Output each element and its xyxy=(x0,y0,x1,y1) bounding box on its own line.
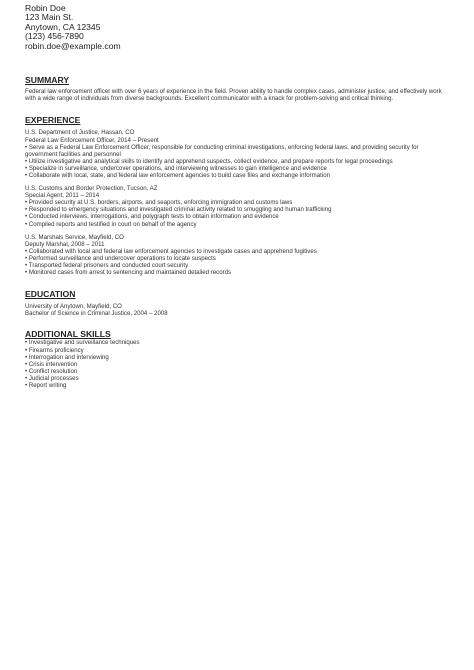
summary-text: Federal law enforcement officer with over 6 years of experience in the field. Proven ability to handle complex cases, administer justice, and effectively work with a wide range of individuals from diverse backgrounds. Excellent communicator with a knack for problem-solving and critical thinking. xyxy=(25,88,442,103)
job-bullet: • Specialize in surveillance, undercover operations, and interviewing witnesses to gain intelligence and evidence xyxy=(25,165,442,172)
job-entry xyxy=(25,234,442,277)
skill-item: • Firearms proficiency xyxy=(25,347,442,354)
contact-block xyxy=(25,4,442,51)
job-bullets xyxy=(25,144,442,179)
skill-item: • Investigative and surveillance techniques xyxy=(25,339,442,346)
job-bullet: • Collaborate with local, state, and federal law enforcement agencies to build case files and exchange information xyxy=(25,172,442,179)
job-entry xyxy=(25,129,442,179)
job-entry xyxy=(25,185,442,228)
job-bullet: • Monitored cases from arrest to sentencing and maintained detailed records xyxy=(25,269,442,276)
job-bullet: • Compiled reports and testified in court on behalf of the agency xyxy=(25,221,442,228)
education-heading: EDUCATION xyxy=(25,289,76,300)
education-degree: Bachelor of Science in Criminal Justice, 2004 – 2008 xyxy=(25,310,168,318)
skill-item: • Crisis intervention xyxy=(25,361,442,368)
summary-heading: SUMMARY xyxy=(25,75,70,86)
job-bullets xyxy=(25,199,442,227)
contact-name: Robin Doe xyxy=(25,3,66,13)
skill-item: • Report writing xyxy=(25,382,442,389)
job-bullets xyxy=(25,248,442,276)
contact-city: Anytown, CA 12345 xyxy=(25,21,101,32)
skills-heading: ADDITIONAL SKILLS xyxy=(25,329,111,340)
contact-email: robin.doe@example.com xyxy=(25,40,121,51)
job-bullet: • Serve as a Federal Law Enforcement Officer, responsible for conducting criminal investigations, enforcing federal laws, and providing security for government facilities and personnel xyxy=(25,144,442,158)
job-employer: U.S. Customs and Border Protection, Tucson, AZ xyxy=(25,185,158,193)
education-school: University of Anytown, Mayfield, CO xyxy=(25,303,122,311)
job-role: Federal Law Enforcement Officer, 2014 – Present xyxy=(25,136,159,144)
skill-item: • Interrogation and interviewing xyxy=(25,354,442,361)
job-employer: U.S. Marshals Service, Mayfield, CO xyxy=(25,233,124,241)
experience-heading: EXPERIENCE xyxy=(25,115,81,126)
job-bullet: • Utilize investigative and analytical skills to identify and apprehend suspects, collect evidence, and prepare reports for legal proceedings xyxy=(25,158,442,165)
skill-item: • Conflict resolution xyxy=(25,368,442,375)
contact-phone: (123) 456-7890 xyxy=(25,31,84,42)
skills-list xyxy=(25,339,442,389)
job-bullet: • Transported federal prisoners and conducted court security xyxy=(25,262,442,269)
contact-street: 123 Main St. xyxy=(25,12,74,23)
job-role: Special Agent, 2011 – 2014 xyxy=(25,192,100,200)
job-bullet: • Performed surveillance and undercover operations to locate suspects xyxy=(25,255,442,262)
job-bullet: • Provided security at U.S. borders, airports, and seaports, enforcing immigration and customs laws xyxy=(25,199,442,206)
education-entry xyxy=(25,303,442,317)
job-employer: U.S. Department of Justice, Hassan, CO xyxy=(25,129,135,137)
skill-item: • Judicial processes xyxy=(25,375,442,382)
job-role: Deputy Marshal, 2008 – 2011 xyxy=(25,240,105,248)
job-bullet: • Responded to emergency situations and investigated criminal activity related to smuggling and human trafficking xyxy=(25,206,442,213)
job-bullet: • Collaborated with local and federal law enforcement agencies to investigate cases and apprehend fugitives xyxy=(25,248,442,255)
job-bullet: • Conducted interviews, interrogations, and polygraph tests to obtain information and evidence xyxy=(25,213,442,220)
